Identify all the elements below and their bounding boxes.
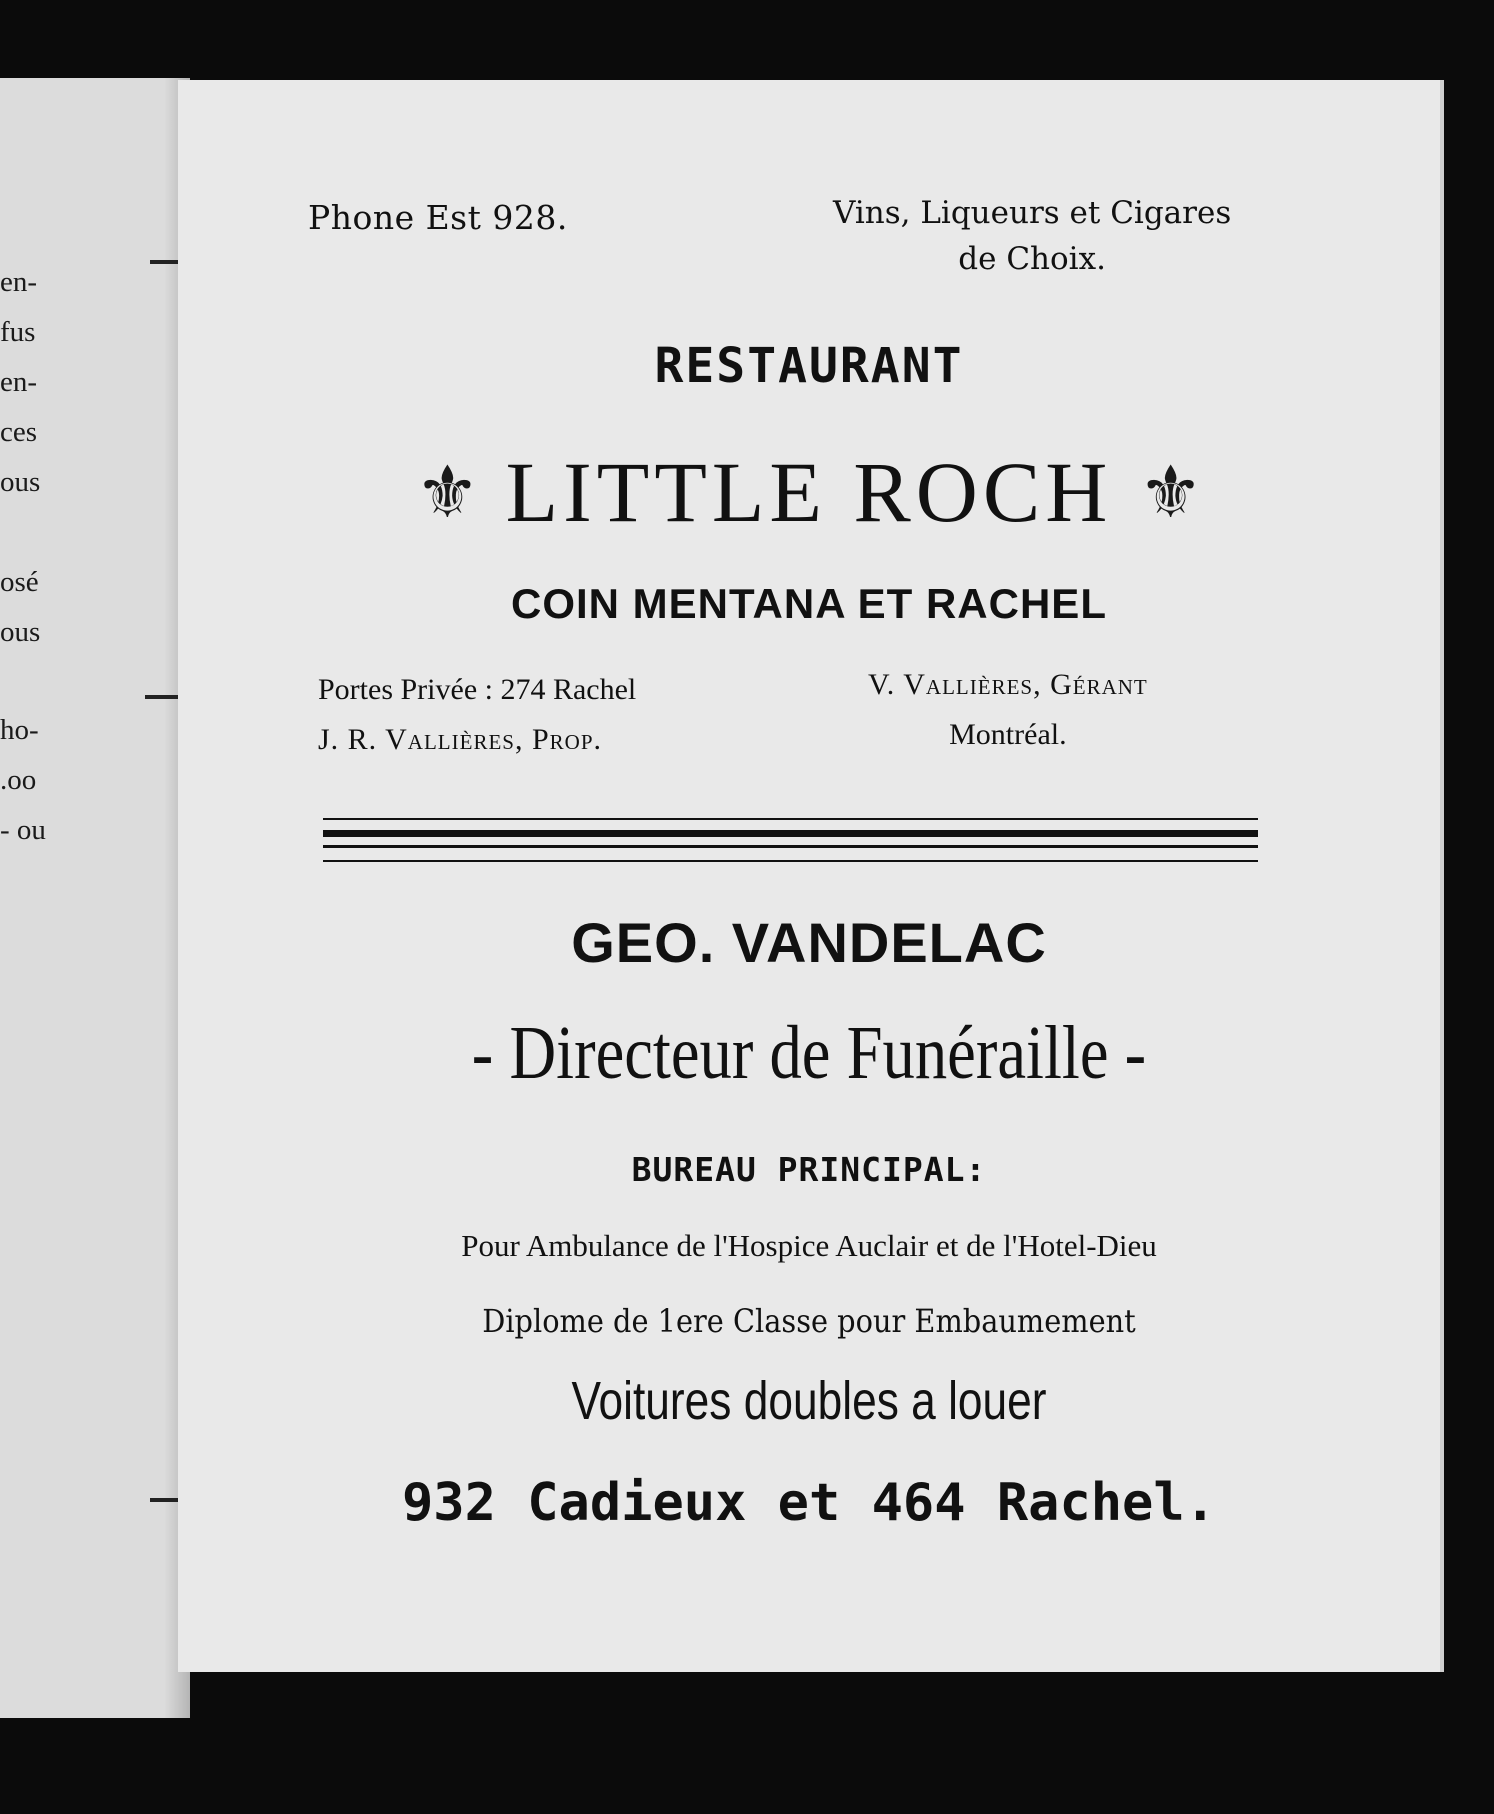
- restaurant-name: LITTLE ROCH: [505, 444, 1113, 540]
- left-text-fragment: osé: [0, 566, 39, 598]
- left-text-fragment: ous: [0, 466, 41, 498]
- carriage-rental: Voitures doubles a louer: [571, 1371, 1047, 1431]
- left-text-fragment: ces: [0, 416, 38, 448]
- left-text-fragment: .oo: [0, 764, 37, 796]
- fleur-de-lis-icon: ⚜: [415, 450, 480, 534]
- proprietor: J. R. Vallières, Prop.: [318, 723, 602, 756]
- private-entrance: Portes Privée : 274 Rachel: [318, 673, 637, 706]
- restaurant-kicker: RESTAURANT: [654, 338, 964, 394]
- divider-rule: [323, 860, 1258, 862]
- left-text-fragment: ho-: [0, 714, 39, 746]
- restaurant-owner-block: [318, 665, 636, 765]
- divider-rule: [323, 818, 1258, 820]
- wines-tagline: [833, 190, 1231, 282]
- divider-rule: [323, 845, 1258, 848]
- divider-rule: [323, 830, 1258, 837]
- funeral-address: 932 Cadieux et 464 Rachel.: [402, 1473, 1216, 1533]
- advertisement-page: [178, 80, 1440, 1672]
- restaurant-manager-block: [868, 660, 1148, 760]
- fleur-de-lis-icon: ⚜: [1138, 450, 1203, 534]
- bureau-heading: BUREAU PRINCIPAL:: [631, 1150, 987, 1189]
- funeral-director-name: GEO. VANDELAC: [571, 911, 1047, 974]
- embalming-diploma: Diplome de 1ere Classe pour Embaumement: [482, 1302, 1136, 1340]
- restaurant-name-row: [178, 442, 1440, 542]
- wines-line-1: Vins, Liqueurs et Cigares: [833, 195, 1232, 231]
- restaurant-location: COIN MENTANA ET RACHEL: [511, 580, 1107, 627]
- left-text-fragment: ous: [0, 616, 41, 648]
- wines-line-2: de Choix.: [958, 241, 1106, 277]
- ambulance-service: Pour Ambulance de l'Hospice Auclair et de l'Hotel-Dieu: [461, 1228, 1157, 1263]
- left-text-fragment: fus: [0, 316, 36, 348]
- left-text-fragment: en-: [0, 266, 38, 298]
- city: Montréal.: [949, 718, 1067, 751]
- funeral-director-title: - Directeur de Funéraille -: [471, 1011, 1147, 1095]
- manager: V. Vallières, Gérant: [868, 668, 1148, 701]
- left-page-fragment: [0, 78, 190, 1718]
- left-text-fragment: - ou: [0, 814, 46, 846]
- phone-number: Phone Est 928.: [308, 198, 568, 237]
- left-text-fragment: en-: [0, 366, 38, 398]
